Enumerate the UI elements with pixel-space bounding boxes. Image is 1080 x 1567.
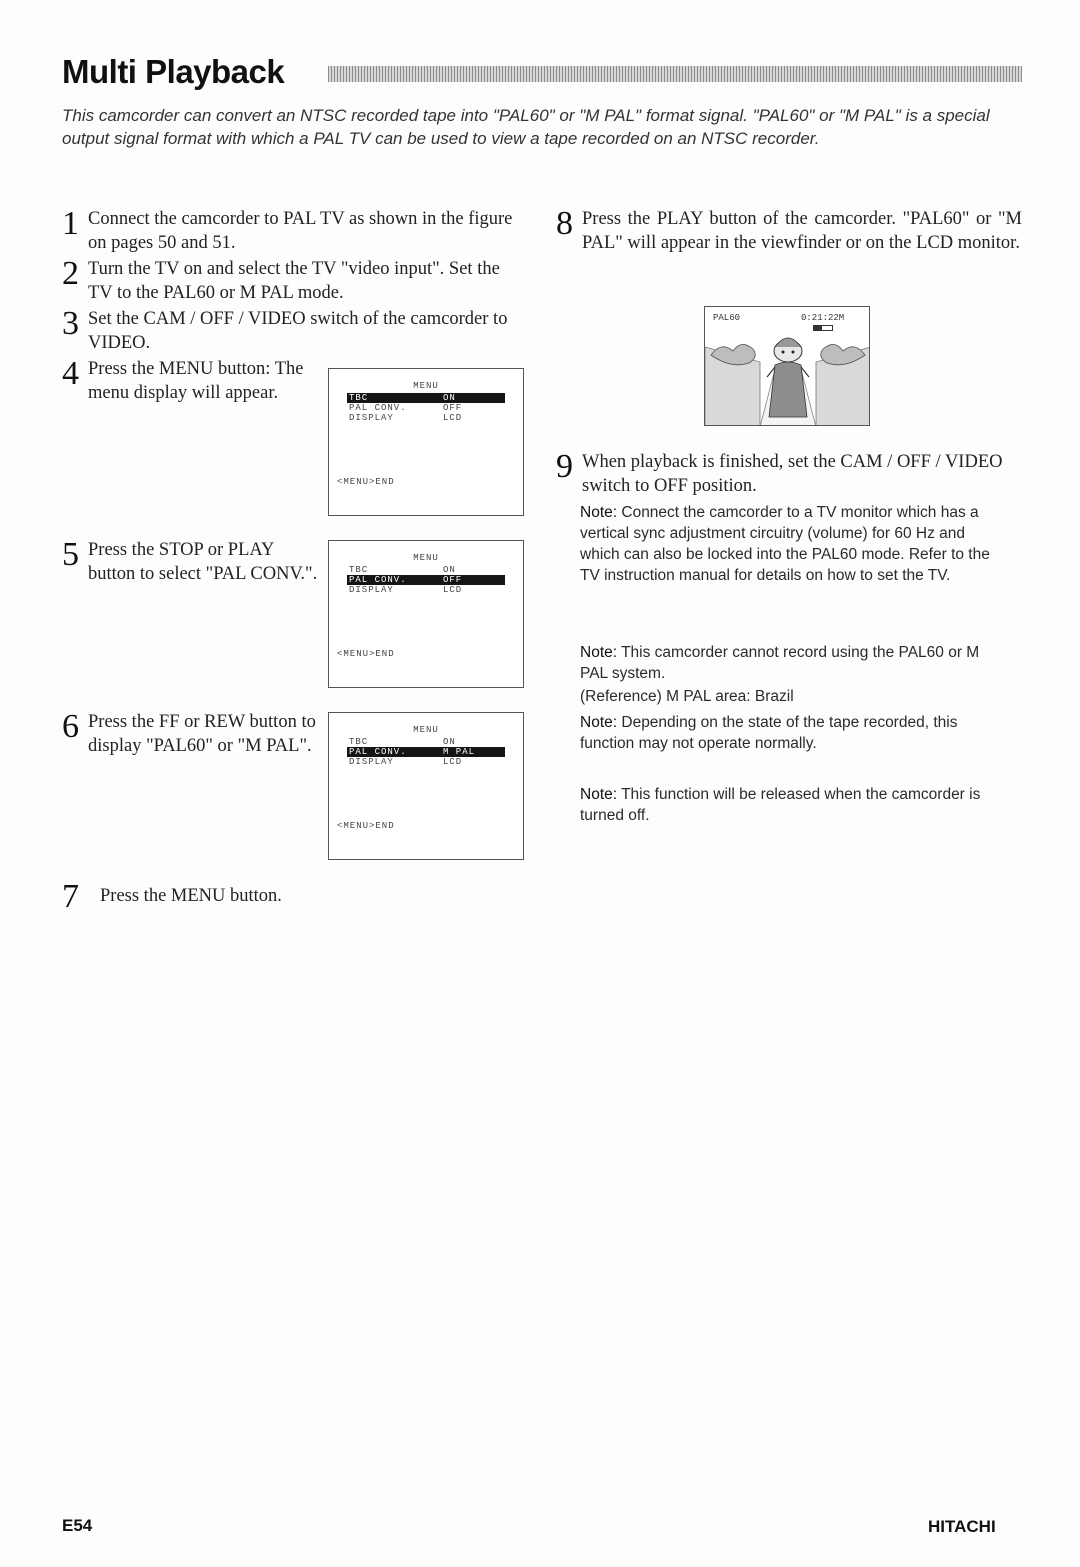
step-text: Press the MENU button: The menu display will appear.	[88, 359, 304, 403]
step-number: 7	[62, 878, 79, 915]
menu-key: DISPLAY	[349, 585, 394, 595]
menu-key: DISPLAY	[349, 757, 394, 767]
note-text: This camcorder cannot record using the PAL60 or M PAL system.	[580, 644, 980, 682]
menu-value: OFF	[443, 403, 463, 413]
note-2	[580, 642, 992, 684]
step-number: 8	[556, 205, 573, 242]
menu-row	[347, 565, 505, 575]
menu-row	[347, 393, 505, 403]
menu-value: LCD	[443, 413, 463, 423]
menu-value: LCD	[443, 585, 463, 595]
menu-title: MENU	[413, 381, 439, 391]
note-label: Note:	[580, 644, 618, 661]
note-text: Connect the camcorder to a TV monitor which has a vertical sync adjustment circuitry (volume) for 60 Hz and which can also be locked into the PAL60 mode. Refer to the TV instruction manual for details on how to set the TV.	[580, 504, 990, 584]
scene-illustration	[705, 307, 870, 426]
menu-value: LCD	[443, 757, 463, 767]
step-number: 2	[62, 255, 79, 292]
step-9	[556, 450, 1022, 500]
step-1	[62, 207, 532, 257]
tape-counter: 0:21:22M	[801, 313, 845, 323]
menu-row	[347, 585, 505, 595]
menu-row	[347, 747, 505, 757]
intro-paragraph: This camcorder can convert an NTSC recorded tape into "PAL60" or "M PAL" format signal. "PAL60" or "M PAL" is a special output signal format with which a PAL TV can be used to view a tape recorded on an NTSC recorder.	[62, 106, 990, 148]
menu-row	[347, 413, 505, 423]
menu-key: PAL CONV.	[349, 747, 407, 757]
step-text: Press the MENU button.	[100, 886, 282, 906]
menu-value: ON	[443, 565, 456, 575]
menu-display-1	[328, 368, 524, 516]
menu-display-2	[328, 540, 524, 688]
menu-value: ON	[443, 393, 456, 403]
menu-row	[347, 757, 505, 767]
step-text: When playback is finished, set the CAM / OFF / VIDEO switch to OFF position.	[582, 452, 1003, 496]
menu-value: ON	[443, 737, 456, 747]
note-label: Note:	[580, 786, 618, 803]
menu-key: DISPLAY	[349, 413, 394, 423]
reference-text: (Reference) M PAL area: Brazil	[580, 688, 794, 705]
note-label: Note:	[580, 714, 618, 731]
step-text: Connect the camcorder to PAL TV as shown in the figure on pages 50 and 51.	[88, 209, 513, 253]
menu-value: M PAL	[443, 747, 476, 757]
menu-row	[347, 403, 505, 413]
menu-key: TBC	[349, 565, 369, 575]
step-5	[62, 538, 322, 618]
viewfinder-display	[704, 306, 870, 426]
menu-key: PAL CONV.	[349, 575, 407, 585]
step-text: Press the FF or REW button to display "PAL60" or "M PAL".	[88, 712, 316, 756]
page-number: E54	[62, 1516, 93, 1535]
brand-name: HITACHI	[928, 1517, 996, 1536]
step-text: Press the PLAY button of the camcorder. "PAL60" or "M PAL" will appear in the viewfinder or on the LCD monitor.	[582, 209, 1022, 253]
step-number: 6	[62, 708, 79, 745]
note-text: This function will be released when the camcorder is turned off.	[580, 786, 981, 824]
menu-key: PAL CONV.	[349, 403, 407, 413]
menu-title: MENU	[413, 725, 439, 735]
menu-end: <MENU>END	[337, 477, 395, 487]
menu-value: OFF	[443, 575, 463, 585]
step-4	[62, 357, 322, 437]
step-number: 9	[556, 448, 573, 485]
step-6	[62, 710, 322, 790]
step-8	[556, 207, 1022, 287]
note-text: Depending on the state of the tape recorded, this function may not operate normally.	[580, 714, 958, 752]
note-label: Note:	[580, 504, 618, 521]
menu-key: TBC	[349, 393, 369, 403]
step-3	[62, 307, 532, 357]
step-text: Set the CAM / OFF / VIDEO switch of the camcorder to VIDEO.	[88, 309, 508, 353]
step-number: 1	[62, 205, 79, 242]
title-bar	[62, 50, 1022, 94]
page-title: Multi Playback	[62, 53, 285, 90]
tape-remaining-icon	[813, 325, 833, 331]
note-3	[580, 712, 992, 754]
menu-display-3	[328, 712, 524, 860]
menu-row	[347, 737, 505, 747]
mode-indicator: PAL60	[713, 313, 741, 323]
step-2	[62, 257, 532, 307]
menu-title: MENU	[413, 553, 439, 563]
menu-end: <MENU>END	[337, 649, 395, 659]
title-rule	[328, 66, 1022, 82]
step-number: 4	[62, 355, 79, 392]
step-7	[62, 880, 462, 920]
menu-key: TBC	[349, 737, 369, 747]
step-number: 5	[62, 536, 79, 573]
menu-row	[347, 575, 505, 585]
note-4	[580, 784, 992, 826]
step-number: 3	[62, 305, 79, 342]
note-1	[580, 502, 992, 586]
reference-line	[580, 686, 992, 707]
menu-end: <MENU>END	[337, 821, 395, 831]
step-text: Press the STOP or PLAY button to select "PAL CONV.".	[88, 540, 318, 584]
step-text: Turn the TV on and select the TV "video input". Set the TV to the PAL60 or M PAL mode.	[88, 259, 500, 303]
